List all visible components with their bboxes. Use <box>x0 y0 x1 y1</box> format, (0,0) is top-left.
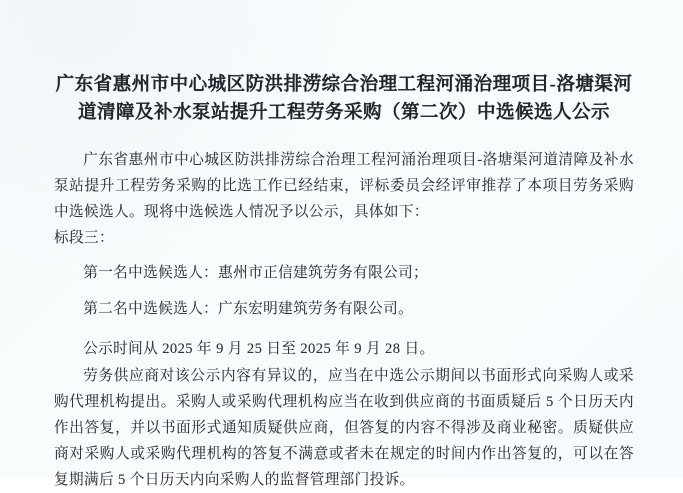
publicity-period-line: 公示时间从 2025 年 9 月 25 日至 2025 年 9 月 28 日。 <box>83 341 435 357</box>
first-candidate-company: 惠州市正信建筑劳务有限公司； <box>218 265 429 281</box>
section-label: 标段三： <box>54 230 114 246</box>
objection-paragraph: 劳务供应商对该公示内容有异议的，应当在中选公示期间以书面形式向采购人或采购代理机构提出。采购人或采购代理机构应当在收到供应商的书面质疑后 5 个日历天内作出答复，并以书面形式通知质疑供应商，但答复的内容不得涉及商业秘密。质疑供应商对采购人或采购代理机构的答复不满意或者未在规定的时间内作出答复的，可以在答复期满后 5 个日历天内向采购人的监督管理部门投诉。 <box>54 368 634 488</box>
document-title <box>54 0 634 127</box>
second-candidate-line <box>54 296 634 322</box>
first-candidate-line <box>54 260 634 286</box>
second-candidate-company: 广东宏明建筑劳务有限公司。 <box>218 301 414 317</box>
second-candidate-rank-label: 第二名中选候选人： <box>83 301 219 317</box>
intro-paragraph: 广东省惠州市中心城区防洪排涝综合治理工程河涌治理项目-洛塘渠河道清障及补水泵站提升工程劳务采购的比选工作已经结束，评标委员会经评审推荐了本项目劳务采购中选候选人。现将中选候选人情况予以公示，具体如下： <box>54 152 634 220</box>
document-title-line-1: 广东省惠州市中心城区防洪排涝综合治理工程河涌治理项目-洛塘渠河 <box>55 75 633 95</box>
first-candidate-rank-label: 第一名中选候选人： <box>83 265 219 281</box>
document-title-line-2: 道清障及补水泵站提升工程劳务采购（第二次）中选候选人公示 <box>77 103 610 123</box>
